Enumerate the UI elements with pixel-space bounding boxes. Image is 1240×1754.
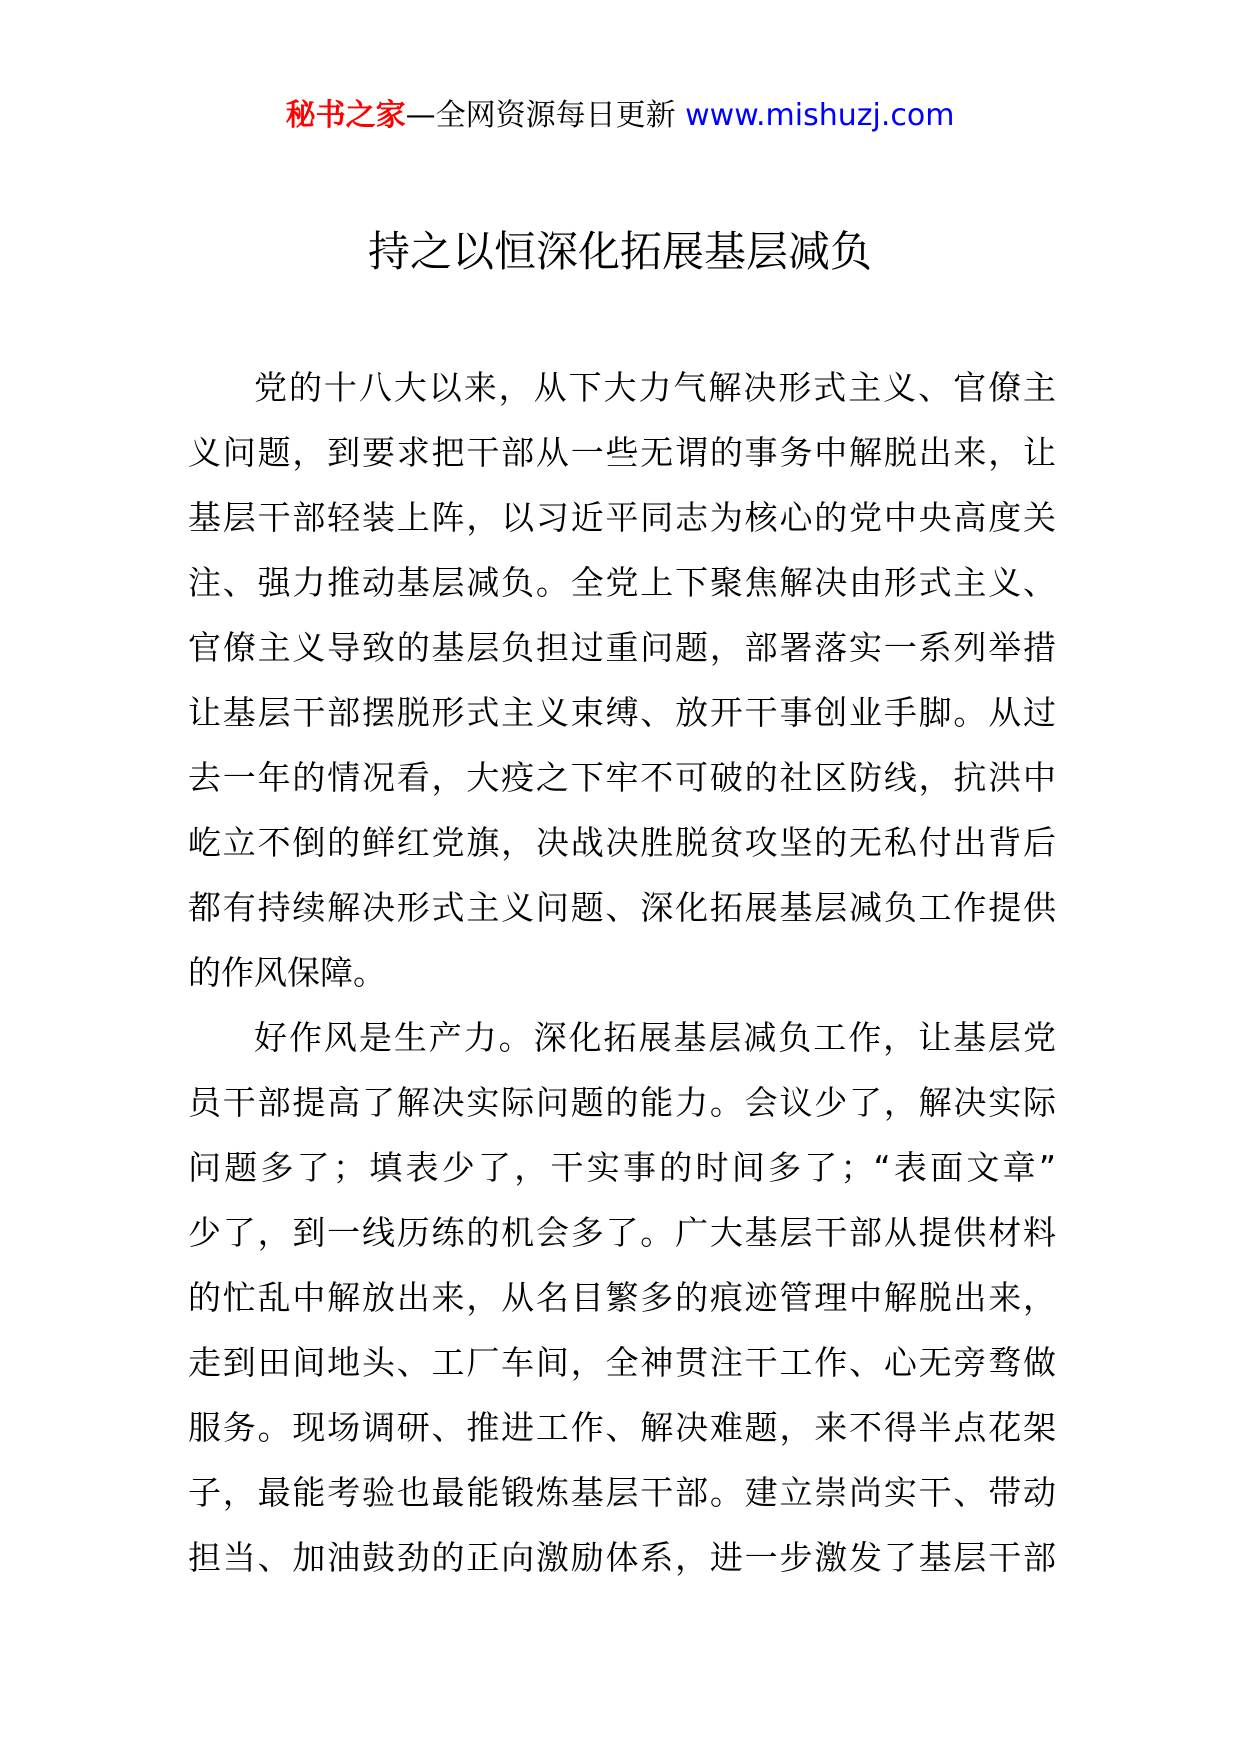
paragraph-line: 子，最能考验也最能锻炼基层干部。建立崇尚实干、带动	[188, 1473, 1056, 1512]
site-header	[0, 96, 1240, 136]
paragraph	[188, 355, 1056, 1005]
document-title: 持之以恒深化拓展基层减负	[367, 227, 872, 276]
paragraph-line: 基层干部轻装上阵，以习近平同志为核心的党中央高度关	[188, 498, 1056, 537]
paragraph-line: 员干部提高了解决实际问题的能力。会议少了，解决实际	[188, 1083, 1056, 1122]
paragraph-line: 服务。现场调研、推进工作、解决难题，来不得半点花架	[188, 1408, 1056, 1447]
paragraph-line: 问题多了；填表少了，干实事的时间多了；“表面文章”	[188, 1148, 1056, 1187]
paragraph-line: 都有持续解决形式主义问题、深化拓展基层减负工作提供	[188, 888, 1056, 927]
paragraph-line: 走到田间地头、工厂车间，全神贯注干工作、心无旁骛做	[188, 1343, 1056, 1382]
paragraph-line: 去一年的情况看，大疫之下牢不可破的社区防线，抗洪中	[188, 758, 1056, 797]
brand-name: 秘书之家	[285, 98, 406, 133]
brand-tagline: —全网资源每日更新	[405, 98, 676, 133]
paragraph-line: 担当、加油鼓劲的正向激励体系，进一步激发了基层干部	[188, 1538, 1056, 1577]
paragraph-line: 少了，到一线历练的机会多了。广大基层干部从提供材料	[188, 1213, 1056, 1252]
paragraph-line: 屹立不倒的鲜红党旗，决战决胜脱贫攻坚的无私付出背后	[188, 823, 1056, 862]
paragraph-line: 注、强力推动基层减负。全党上下聚焦解决由形式主义、	[188, 563, 1056, 602]
paragraph-line: 义问题，到要求把干部从一些无谓的事务中解脱出来，让	[188, 433, 1056, 472]
paragraph-line: 党的十八大以来，从下大力气解决形式主义、官僚主	[254, 368, 1056, 407]
paragraph	[188, 1005, 1056, 1590]
document-body	[188, 355, 1056, 1590]
paragraph-line: 让基层干部摆脱形式主义束缚、放开干事创业手脚。从过	[188, 693, 1056, 732]
paragraph-line: 的忙乱中解放出来，从名目繁多的痕迹管理中解脱出来，	[188, 1278, 1056, 1317]
paragraph-line: 好作风是生产力。深化拓展基层减负工作，让基层党	[254, 1018, 1056, 1057]
paragraph-line: 的作风保障。	[188, 953, 386, 992]
paragraph-line: 官僚主义导致的基层负担过重问题，部署落实一系列举措	[188, 628, 1056, 667]
site-url-link[interactable]: www.mishuzj.com	[685, 98, 955, 133]
